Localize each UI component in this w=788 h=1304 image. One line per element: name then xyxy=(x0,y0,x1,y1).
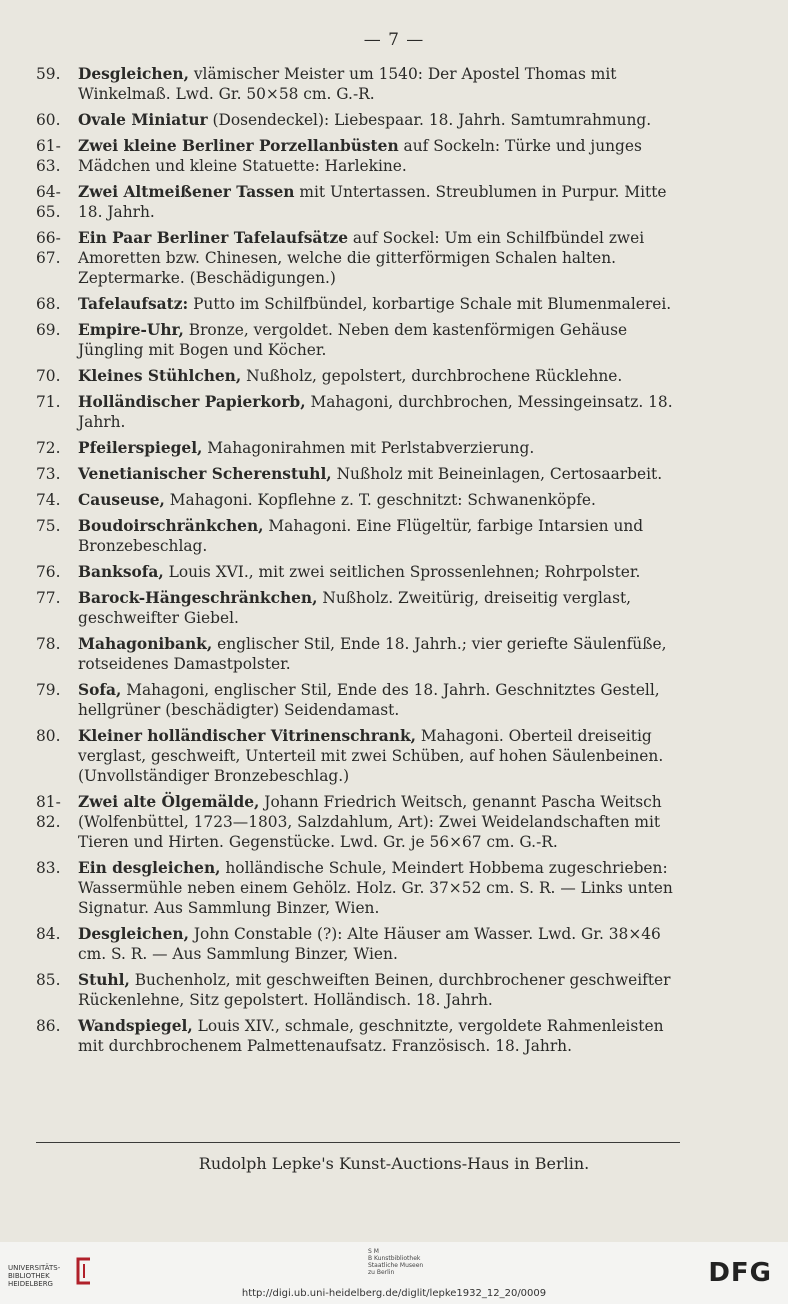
entry-description: auf Sockel: Um ein Schilfbündel zwei Amoretten bzw. Chinesen, welche die gitterförmigen Schalen halten. Zeptermarke. (Beschädigungen.) xyxy=(78,229,645,287)
entry-description: Mahagoni. Kopflehne z. T. geschnitzt: Schwanenköpfe. xyxy=(164,491,596,509)
entry-description: Putto im Schilfbündel, korbartige Schale mit Blumenmalerei. xyxy=(188,295,672,313)
entry-description: Mahagoni, durchbrochen, Messingeinsatz. 18. Jahrh. xyxy=(78,393,673,431)
entry-number: 81-82. xyxy=(36,793,61,831)
catalog-entry xyxy=(36,516,680,556)
entry-title: Venetianischer Scherenstuhl, xyxy=(78,465,332,483)
entry-description: Mahagoni, englischer Stil, Ende des 18. Jahrh. Geschnitztes Gestell, hellgrüner (beschädigter) Seidendamast. xyxy=(78,681,660,719)
publisher-footer: Rudolph Lepke's Kunst-Auctions-Haus in Berlin. xyxy=(198,1154,590,1173)
entry-description: Mahagonirahmen mit Perlstabverzierung. xyxy=(202,439,535,457)
entry-title: Stuhl, xyxy=(78,971,130,989)
entry-number: 86. xyxy=(36,1017,61,1035)
entry-title: Zwei alte Ölgemälde, xyxy=(78,793,260,811)
catalog-entry xyxy=(36,970,680,1010)
entry-description: Buchenholz, mit geschweiften Beinen, durchbrochener geschweifter Rückenlehne, Sitz gepolstert. Holländisch. 18. Jahrh. xyxy=(78,971,671,1009)
source-url-link[interactable]: http://digi.ub.uni-heidelberg.de/diglit/lepke1932_12_20/0009 xyxy=(241,1288,547,1299)
catalog-entry xyxy=(36,294,680,314)
entry-description: Nußholz, gepolstert, durchbrochene Rücklehne. xyxy=(241,367,623,385)
entry-title: Zwei kleine Berliner Porzellanbüsten xyxy=(78,137,399,155)
entry-number: 66-67. xyxy=(36,229,61,267)
entry-number: 83. xyxy=(36,859,61,877)
entry-description: (Dosendeckel): Liebespaar. 18. Jahrh. Samtumrahmung. xyxy=(207,111,652,129)
entry-title: Empire-Uhr, xyxy=(78,321,184,339)
catalog-entry xyxy=(36,634,680,674)
entry-title: Desgleichen, xyxy=(78,925,189,943)
catalog-entry xyxy=(36,366,680,386)
entry-number: 79. xyxy=(36,681,61,699)
entry-number: 84. xyxy=(36,925,61,943)
library-logo-icon xyxy=(72,1256,94,1286)
catalog-entry xyxy=(36,228,680,288)
entry-title: Zwei Altmeißener Tassen xyxy=(78,183,295,201)
entry-number: 61-63. xyxy=(36,137,61,175)
digitization-bar xyxy=(0,1242,788,1304)
entry-description: Mahagoni. Oberteil dreiseitig verglast, geschweift, Unterteil mit zwei Schüben, auf hohen Säulenbeinen. (Unvollständiger Bronzebeschlag.) xyxy=(78,727,664,785)
entry-description: mit Untertassen. Streublumen in Purpur. Mitte 18. Jahrh. xyxy=(78,183,667,221)
page-number: — 7 — xyxy=(363,30,425,50)
entry-description: vlämischer Meister um 1540: Der Apostel Thomas mit Winkelmaß. Lwd. Gr. 50×58 cm. G.-R. xyxy=(78,65,617,103)
entry-title: Ein desgleichen, xyxy=(78,859,221,877)
catalog-entry xyxy=(36,110,680,130)
entry-title: Boudoirschränkchen, xyxy=(78,517,264,535)
entry-title: Ein Paar Berliner Tafelaufsätze xyxy=(78,229,349,247)
entry-title: Banksofa, xyxy=(78,563,164,581)
divider xyxy=(36,1142,680,1143)
entry-number: 76. xyxy=(36,563,61,581)
entry-number: 80. xyxy=(36,727,61,745)
entry-number: 59. xyxy=(36,65,61,83)
entry-title: Sofa, xyxy=(78,681,122,699)
entry-number: 77. xyxy=(36,589,61,607)
entry-number: 68. xyxy=(36,295,61,313)
catalog-entry xyxy=(36,1016,680,1056)
entry-description: John Constable (?): Alte Häuser am Wasser. Lwd. Gr. 38×46 cm. S. R. — Aus Sammlung Binzer, Wien. xyxy=(78,925,661,963)
entry-description: Louis XIV., schmale, geschnitzte, vergoldete Rahmenleisten mit durchbrochenem Palmettenaufsatz. Französisch. 18. Jahrh. xyxy=(78,1017,664,1055)
entry-title: Wandspiegel, xyxy=(78,1017,193,1035)
catalog-entry xyxy=(36,562,680,582)
entry-number: 72. xyxy=(36,439,61,457)
entry-number: 75. xyxy=(36,517,61,535)
entry-title: Ovale Miniatur xyxy=(78,111,208,129)
entry-title: Tafelaufsatz: xyxy=(78,295,189,313)
catalog-entry xyxy=(36,64,680,104)
university-library-label: UNIVERSITÄTS- BIBLIOTHEK HEIDELBERG xyxy=(8,1264,61,1288)
catalog-entry xyxy=(36,924,680,964)
entry-description: auf Sockeln: Türke und junges Mädchen und kleine Statuette: Harlekine. xyxy=(78,137,642,175)
entry-title: Kleines Stühlchen, xyxy=(78,367,242,385)
catalog-entry xyxy=(36,392,680,432)
catalog-entry xyxy=(36,588,680,628)
entry-title: Causeuse, xyxy=(78,491,165,509)
entry-number: 60. xyxy=(36,111,61,129)
catalog-entry xyxy=(36,464,680,484)
entry-number: 69. xyxy=(36,321,61,339)
entry-title: Mahagonibank, xyxy=(78,635,213,653)
entry-number: 74. xyxy=(36,491,61,509)
entry-description: holländische Schule, Meindert Hobbema zugeschrieben: Wassermühle neben einem Gehölz. Holz. Gr. 37×52 cm. S. R. — Links unten Signatur. Aus Sammlung Binzer, Wien. xyxy=(78,859,673,917)
catalog-entry xyxy=(36,726,680,786)
entry-number: 71. xyxy=(36,393,61,411)
catalog-entry xyxy=(36,182,680,222)
entry-number: 64-65. xyxy=(36,183,61,221)
entry-description: Louis XVI., mit zwei seitlichen Sprossenlehnen; Rohrpolster. xyxy=(163,563,641,581)
catalog-entry xyxy=(36,320,680,360)
entry-title: Holländischer Papierkorb, xyxy=(78,393,306,411)
catalog-entry xyxy=(36,490,680,510)
entry-title: Pfeilerspiegel, xyxy=(78,439,203,457)
catalog-entry xyxy=(36,136,680,176)
entry-number: 73. xyxy=(36,465,61,483)
entry-number: 78. xyxy=(36,635,61,653)
entry-description: Nußholz. Zweitürig, dreiseitig verglast, geschweifter Giebel. xyxy=(78,589,632,627)
entry-description: Bronze, vergoldet. Neben dem kastenförmigen Gehäuse Jüngling mit Bogen und Köcher. xyxy=(78,321,628,359)
entry-title: Desgleichen, xyxy=(78,65,189,83)
entry-list xyxy=(36,64,680,1062)
catalog-entry xyxy=(36,858,680,918)
catalog-entry xyxy=(36,438,680,458)
dfg-logo: DFG xyxy=(708,1258,772,1288)
entry-number: 85. xyxy=(36,971,61,989)
entry-title: Barock-Hängeschränkchen, xyxy=(78,589,318,607)
entry-description: Mahagoni. Eine Flügeltür, farbige Intarsien und Bronzebeschlag. xyxy=(78,517,644,555)
entry-number: 70. xyxy=(36,367,61,385)
catalog-entry xyxy=(36,680,680,720)
entry-description: englischer Stil, Ende 18. Jahrh.; vier geriefte Säulenfüße, rotseidenes Damastpolster. xyxy=(78,635,667,673)
museum-stamp: S M B Kunstbibliothek Staatliche Museen zu Berlin xyxy=(368,1248,424,1276)
entry-description: Johann Friedrich Weitsch, genannt Pascha Weitsch (Wolfenbüttel, 1723—1803, Salzdahlum, Art): Zwei Weidelandschaften mit Tieren und Hirten. Gegenstücke. Lwd. Gr. je 56×67 cm. G.-R. xyxy=(78,793,662,851)
catalog-entry xyxy=(36,792,680,852)
entry-description: Nußholz mit Beineinlagen, Certosaarbeit. xyxy=(331,465,663,483)
entry-title: Kleiner holländischer Vitrinenschrank, xyxy=(78,727,416,745)
